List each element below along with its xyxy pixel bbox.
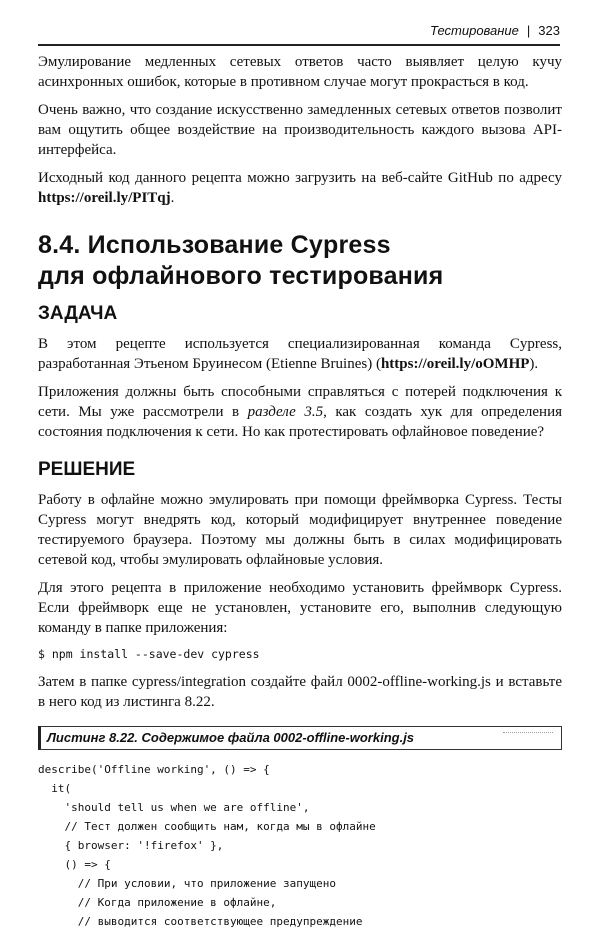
code-line: // При условии, что приложение запущено [38, 877, 337, 890]
code-line: describe('Offline working', () => { [38, 763, 270, 776]
solution-paragraph-1: Работу в офлайне можно эмулировать при помощи фреймворка Cypress. Тесты Cypress могут внедрять код, который модифицирует внутреннее поведение тестируемого браузера. Поэтому мы должны быть в силах модифицировать сетевой код, чтобы эмулировать офлайновые условия. [38, 492, 562, 568]
code-line: () => { [38, 858, 111, 871]
problem-paragraph-1 [38, 334, 562, 374]
listing-caption-bar [38, 726, 562, 750]
running-header [38, 22, 560, 46]
solution-heading: РЕШЕНИЕ [38, 459, 136, 480]
intro-paragraph-2: Очень важно, что создание искусственно замедленных сетевых ответов позволит вам ощутить общее воздействие на производительность каждого вызова API-интерфейса. [38, 102, 562, 158]
code-line: { browser: '!firefox' }, [38, 839, 224, 852]
install-command: $ npm install --save-dev cypress [38, 647, 260, 661]
code-line: // Тест должен сообщить нам, когда мы в офлайне [38, 820, 376, 833]
listing-caption: Листинг 8.22. Содержимое файла 0002-offline-working.js [47, 730, 415, 745]
github-link[interactable]: https://oreil.ly/PITqj [38, 190, 171, 206]
problem-heading: ЗАДАЧА [38, 303, 118, 324]
code-line: it( [38, 782, 72, 795]
intro-paragraph-1: Эмулирование медленных сетевых ответов часто выявляет целую кучу асинхронных ошибок, которые в противном случае могут прокрасться в код. [38, 54, 562, 90]
source-code-paragraph [38, 168, 562, 208]
page-content [38, 52, 562, 931]
problem-p1-end: ). [529, 356, 539, 372]
recipe-title [38, 230, 562, 292]
code-listing [38, 760, 562, 931]
section-reference: разделе 3.5 [247, 404, 324, 420]
problem-p2-end: , как создать хук для определения состояния подключения к сети. Но как протестировать офлайновое поведение? [38, 404, 562, 440]
header-separator: | [526, 23, 531, 38]
recipe-title-line-1: 8.4. Использование Cypress [38, 231, 391, 259]
source-code-end: . [170, 190, 175, 206]
solution-paragraph-3: Затем в папке cypress/integration создайте файл 0002-offline-working.js и вставьте в него код из листинга 8.22. [38, 674, 562, 710]
caption-decoration [503, 732, 553, 741]
code-line: 'should tell us when we are offline', [38, 801, 310, 814]
code-line: // выводится соответствующее предупреждение [38, 915, 363, 928]
code-line: // Когда приложение в офлайне, [38, 896, 277, 909]
recipe-title-line-2: для офлайнового тестирования [38, 262, 444, 290]
problem-paragraph-2 [38, 382, 562, 442]
solution-paragraph-2: Для этого рецепта в приложение необходимо установить фреймворк Cypress. Если фреймворк еще не установлен, установите его, выполнив следующую команду в папке приложения: [38, 580, 562, 636]
page-number: 323 [538, 23, 560, 38]
problem-p1-text: В этом рецепте используется специализированная команда Cypress, разработанная Этьеном Бруинесом (Etienne Bruines) ( [38, 336, 562, 372]
cypress-command-link[interactable]: https://oreil.ly/oOMHP [380, 356, 530, 372]
source-code-text: Исходный код данного рецепта можно загрузить на веб-сайте GitHub по адресу [38, 170, 562, 186]
problem-p2-start: Приложения должны быть способными справляться с потерей подключения к сети. Мы уже рассмотрели в [38, 384, 562, 420]
header-section-title: Тестирование [429, 23, 519, 38]
